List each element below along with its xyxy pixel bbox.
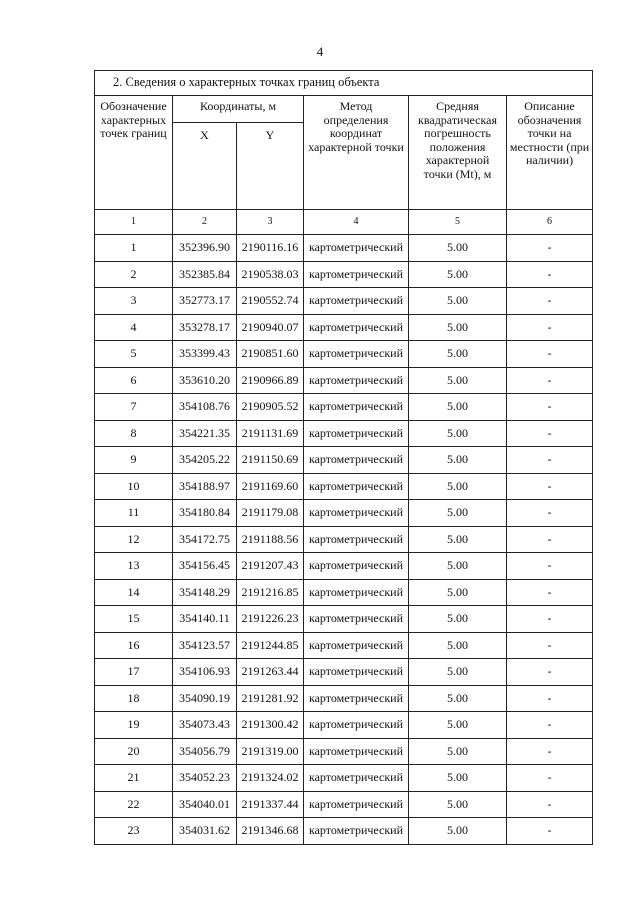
x-coordinate-cell: 353399.43 <box>173 341 237 368</box>
description-cell: - <box>507 632 593 659</box>
point-number-cell: 21 <box>95 765 173 792</box>
precision-cell: 5.00 <box>409 473 507 500</box>
point-number-cell: 10 <box>95 473 173 500</box>
y-coordinate-cell: 2191337.44 <box>237 791 304 818</box>
description-cell: - <box>507 447 593 474</box>
method-cell: картометрический <box>304 314 409 341</box>
method-cell: картометрический <box>304 553 409 580</box>
method-cell: картометрический <box>304 420 409 447</box>
table-row <box>95 367 593 394</box>
point-number-cell: 13 <box>95 553 173 580</box>
precision-cell: 5.00 <box>409 526 507 553</box>
precision-cell: 5.00 <box>409 685 507 712</box>
precision-cell: 5.00 <box>409 447 507 474</box>
description-cell: - <box>507 235 593 262</box>
y-coordinate-cell: 2191346.68 <box>237 818 304 845</box>
y-coordinate-cell: 2191244.85 <box>237 632 304 659</box>
point-number-cell: 7 <box>95 394 173 421</box>
x-coordinate-cell: 352385.84 <box>173 261 237 288</box>
description-cell: - <box>507 473 593 500</box>
method-cell: картометрический <box>304 685 409 712</box>
x-coordinate-cell: 354148.29 <box>173 579 237 606</box>
description-cell: - <box>507 341 593 368</box>
header-x: X <box>173 123 237 210</box>
column-number: 5 <box>409 210 507 235</box>
point-number-cell: 3 <box>95 288 173 315</box>
y-coordinate-cell: 2190851.60 <box>237 341 304 368</box>
precision-cell: 5.00 <box>409 791 507 818</box>
method-cell: картометрический <box>304 341 409 368</box>
description-cell: - <box>507 526 593 553</box>
header-y: Y <box>237 123 304 210</box>
precision-cell: 5.00 <box>409 738 507 765</box>
precision-cell: 5.00 <box>409 818 507 845</box>
y-coordinate-cell: 2191226.23 <box>237 606 304 633</box>
point-number-cell: 19 <box>95 712 173 739</box>
method-cell: картометрический <box>304 394 409 421</box>
y-coordinate-cell: 2190538.03 <box>237 261 304 288</box>
x-coordinate-cell: 354156.45 <box>173 553 237 580</box>
precision-cell: 5.00 <box>409 314 507 341</box>
y-coordinate-cell: 2190905.52 <box>237 394 304 421</box>
table-row <box>95 712 593 739</box>
column-number: 1 <box>95 210 173 235</box>
description-cell: - <box>507 606 593 633</box>
y-coordinate-cell: 2190966.89 <box>237 367 304 394</box>
table-row <box>95 579 593 606</box>
table-row <box>95 314 593 341</box>
y-coordinate-cell: 2191263.44 <box>237 659 304 686</box>
y-coordinate-cell: 2191131.69 <box>237 420 304 447</box>
description-cell: - <box>507 394 593 421</box>
description-cell: - <box>507 553 593 580</box>
y-coordinate-cell: 2191324.02 <box>237 765 304 792</box>
precision-cell: 5.00 <box>409 261 507 288</box>
table-row <box>95 606 593 633</box>
method-cell: картометрический <box>304 765 409 792</box>
header-precision: Средняя квадратическая погрешность положения характерной точки (Mt), м <box>409 96 507 210</box>
method-cell: картометрический <box>304 818 409 845</box>
x-coordinate-cell: 354123.57 <box>173 632 237 659</box>
method-cell: картометрический <box>304 659 409 686</box>
description-cell: - <box>507 685 593 712</box>
description-cell: - <box>507 367 593 394</box>
y-coordinate-cell: 2191207.43 <box>237 553 304 580</box>
description-cell: - <box>507 500 593 527</box>
table-row <box>95 394 593 421</box>
column-number: 3 <box>237 210 304 235</box>
precision-cell: 5.00 <box>409 606 507 633</box>
y-coordinate-cell: 2191150.69 <box>237 447 304 474</box>
x-coordinate-cell: 354172.75 <box>173 526 237 553</box>
method-cell: картометрический <box>304 447 409 474</box>
description-cell: - <box>507 288 593 315</box>
header-method: Метод определения координат характерной точки <box>304 96 409 210</box>
table-row <box>95 288 593 315</box>
y-coordinate-cell: 2191179.08 <box>237 500 304 527</box>
precision-cell: 5.00 <box>409 500 507 527</box>
precision-cell: 5.00 <box>409 712 507 739</box>
column-number: 4 <box>304 210 409 235</box>
x-coordinate-cell: 353610.20 <box>173 367 237 394</box>
description-cell: - <box>507 765 593 792</box>
method-cell: картометрический <box>304 261 409 288</box>
method-cell: картометрический <box>304 712 409 739</box>
table-row <box>95 261 593 288</box>
y-coordinate-cell: 2191319.00 <box>237 738 304 765</box>
header-description: Описание обозначения точки на местности (при наличии) <box>507 96 593 210</box>
table-row <box>95 420 593 447</box>
precision-cell: 5.00 <box>409 765 507 792</box>
precision-cell: 5.00 <box>409 553 507 580</box>
method-cell: картометрический <box>304 791 409 818</box>
method-cell: картометрический <box>304 526 409 553</box>
method-cell: картометрический <box>304 606 409 633</box>
column-numbers-row <box>95 210 593 235</box>
x-coordinate-cell: 354056.79 <box>173 738 237 765</box>
page-number: 4 <box>316 44 324 59</box>
method-cell: картометрический <box>304 367 409 394</box>
point-number-cell: 12 <box>95 526 173 553</box>
description-cell: - <box>507 738 593 765</box>
table-row <box>95 659 593 686</box>
point-number-cell: 1 <box>95 235 173 262</box>
table-row <box>95 738 593 765</box>
point-number-cell: 14 <box>95 579 173 606</box>
column-number: 6 <box>507 210 593 235</box>
table-row <box>95 235 593 262</box>
x-coordinate-cell: 352396.90 <box>173 235 237 262</box>
description-cell: - <box>507 791 593 818</box>
point-number-cell: 18 <box>95 685 173 712</box>
table-row <box>95 685 593 712</box>
x-coordinate-cell: 354031.62 <box>173 818 237 845</box>
precision-cell: 5.00 <box>409 579 507 606</box>
x-coordinate-cell: 353278.17 <box>173 314 237 341</box>
x-coordinate-cell: 354188.97 <box>173 473 237 500</box>
precision-cell: 5.00 <box>409 341 507 368</box>
method-cell: картометрический <box>304 288 409 315</box>
description-cell: - <box>507 818 593 845</box>
boundary-points-table <box>94 70 593 845</box>
point-number-cell: 6 <box>95 367 173 394</box>
table-row <box>95 765 593 792</box>
y-coordinate-cell: 2191216.85 <box>237 579 304 606</box>
y-coordinate-cell: 2191169.60 <box>237 473 304 500</box>
description-cell: - <box>507 659 593 686</box>
y-coordinate-cell: 2190940.07 <box>237 314 304 341</box>
precision-cell: 5.00 <box>409 394 507 421</box>
point-number-cell: 11 <box>95 500 173 527</box>
x-coordinate-cell: 354140.11 <box>173 606 237 633</box>
precision-cell: 5.00 <box>409 367 507 394</box>
table-row <box>95 447 593 474</box>
method-cell: картометрический <box>304 579 409 606</box>
x-coordinate-cell: 354221.35 <box>173 420 237 447</box>
section-title: 2. Сведения о характерных точках границ объекта <box>95 71 593 96</box>
description-cell: - <box>507 579 593 606</box>
point-number-cell: 17 <box>95 659 173 686</box>
y-coordinate-cell: 2191300.42 <box>237 712 304 739</box>
point-number-cell: 16 <box>95 632 173 659</box>
precision-cell: 5.00 <box>409 632 507 659</box>
precision-cell: 5.00 <box>409 288 507 315</box>
y-coordinate-cell: 2190116.16 <box>237 235 304 262</box>
x-coordinate-cell: 354052.23 <box>173 765 237 792</box>
method-cell: картометрический <box>304 632 409 659</box>
method-cell: картометрический <box>304 473 409 500</box>
table-row <box>95 553 593 580</box>
table-row <box>95 526 593 553</box>
point-number-cell: 2 <box>95 261 173 288</box>
description-cell: - <box>507 261 593 288</box>
header-coordinates: Координаты, м <box>173 96 304 123</box>
x-coordinate-cell: 354073.43 <box>173 712 237 739</box>
table-row <box>95 791 593 818</box>
point-number-cell: 20 <box>95 738 173 765</box>
point-number-cell: 23 <box>95 818 173 845</box>
description-cell: - <box>507 314 593 341</box>
table-row <box>95 473 593 500</box>
x-coordinate-cell: 352773.17 <box>173 288 237 315</box>
point-number-cell: 8 <box>95 420 173 447</box>
point-number-cell: 5 <box>95 341 173 368</box>
point-number-cell: 22 <box>95 791 173 818</box>
y-coordinate-cell: 2190552.74 <box>237 288 304 315</box>
y-coordinate-cell: 2191281.92 <box>237 685 304 712</box>
description-cell: - <box>507 420 593 447</box>
x-coordinate-cell: 354205.22 <box>173 447 237 474</box>
method-cell: картометрический <box>304 235 409 262</box>
method-cell: картометрический <box>304 738 409 765</box>
x-coordinate-cell: 354106.93 <box>173 659 237 686</box>
precision-cell: 5.00 <box>409 235 507 262</box>
table-row <box>95 341 593 368</box>
x-coordinate-cell: 354090.19 <box>173 685 237 712</box>
point-number-cell: 15 <box>95 606 173 633</box>
precision-cell: 5.00 <box>409 659 507 686</box>
description-cell: - <box>507 712 593 739</box>
method-cell: картометрический <box>304 500 409 527</box>
precision-cell: 5.00 <box>409 420 507 447</box>
point-number-cell: 4 <box>95 314 173 341</box>
column-number: 2 <box>173 210 237 235</box>
x-coordinate-cell: 354040.01 <box>173 791 237 818</box>
x-coordinate-cell: 354108.76 <box>173 394 237 421</box>
x-coordinate-cell: 354180.84 <box>173 500 237 527</box>
table-row <box>95 500 593 527</box>
table-row <box>95 818 593 845</box>
table-row <box>95 632 593 659</box>
header-point-designation: Обозначение характерных точек границ <box>95 96 173 210</box>
point-number-cell: 9 <box>95 447 173 474</box>
y-coordinate-cell: 2191188.56 <box>237 526 304 553</box>
